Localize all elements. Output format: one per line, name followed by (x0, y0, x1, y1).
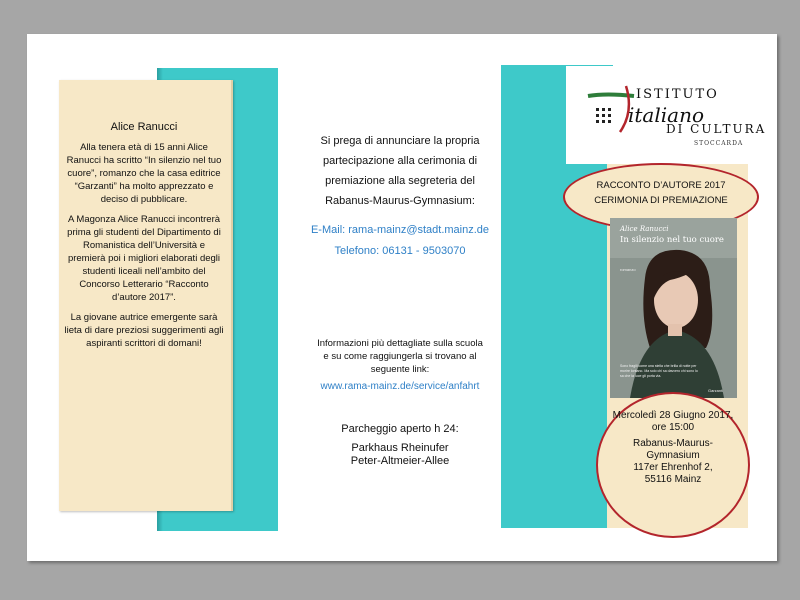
event-title (563, 178, 759, 208)
book-title: In silenzio nel tuo cuore (620, 235, 724, 245)
parking-line-2: Peter-Altmeier-Allee (350, 455, 450, 467)
author-bio (63, 121, 225, 357)
request-line-2: partecipazione alla cerimonia di (322, 155, 478, 167)
bio-paragraph-1: Alla tenera età di 15 anni Alice Ranucci ha scritto “In silenzio nel tuo cuore”, romanzo che la casa editrice “Garzanti” ha molto apprezzato e deciso di pubblicare. (66, 142, 222, 205)
request-line-4: Rabanus-Maurus-Gymnasium: (325, 195, 475, 207)
info-line-2: e su come raggiungerla si trovano al (323, 351, 477, 362)
logo-word-cultura: DI CULTURA (666, 122, 767, 136)
parking-title: Parcheggio aperto h 24: (341, 423, 459, 435)
info-block (290, 337, 510, 393)
contact-block (290, 220, 510, 262)
registration-request (290, 131, 510, 211)
venue-line-3: 117er Ehrenhof 2, (633, 462, 713, 473)
book-genre: romanzo (620, 267, 636, 272)
venue-line-2: Gymnasium (646, 450, 700, 461)
venue-line-4: 55116 Mainz (644, 474, 702, 485)
logo-word-stoccarda: STOCCARDA (694, 140, 744, 147)
info-line-1: Informazioni più dettagliate sulla scuola (317, 338, 483, 349)
event-details (603, 410, 743, 486)
book-author: Alice Ranucci (620, 225, 669, 233)
email-link[interactable]: E-Mail: rama-mainz@stadt.mainz.de (310, 224, 490, 236)
directions-link[interactable]: www.rama-mainz.de/service/anfahrt (320, 381, 480, 392)
venue-line-1: Rabanus-Maurus- (632, 438, 714, 449)
event-time: ore 15:00 (651, 422, 695, 433)
event-title-line-2: CERIMONIA DI PREMIAZIONE (594, 195, 728, 206)
event-date: Mercoledì 28 Giugno 2017, (612, 410, 734, 421)
parking-line-1: Parkhaus Rheinufer (351, 442, 449, 454)
info-line-3: seguente link: (370, 364, 430, 375)
phone-number[interactable]: Telefono: 06131 - 9503070 (334, 245, 466, 257)
event-title-line-1: RACCONTO D’AUTORE 2017 (596, 180, 726, 191)
book-blurb: Sono fragili come una stella che brilla di notte per morire lontano. Ma solo chi sa davvero chi sono lo sa che la luce gli porta via. (620, 364, 698, 378)
book-publisher: Garzanti (708, 388, 724, 393)
request-line-3: premiazione alla segreteria del (325, 175, 475, 187)
author-name: Alice Ranucci (110, 121, 178, 133)
book-cover (610, 218, 737, 398)
bio-paragraph-3: La giovane autrice emergente sarà lieta di dare preziosi suggerimenti agli aspiranti scrittori di domani! (64, 312, 224, 349)
request-line-1: Si prega di annunciare la propria (320, 135, 480, 147)
logo-word-istituto: ISTITUTO (636, 87, 719, 102)
logo-word-italiano: italiano (628, 103, 704, 127)
parking-block (290, 423, 510, 468)
bio-paragraph-2: A Magonza Alice Ranucci incontrerà prima gli studenti del Dipartimento di Romanistica dell’Università e premierà poi i migliori elaborati degli studenti liceali nell’ambito del Concorso Letterario “Racconto d’autore 2017”. (67, 214, 221, 303)
